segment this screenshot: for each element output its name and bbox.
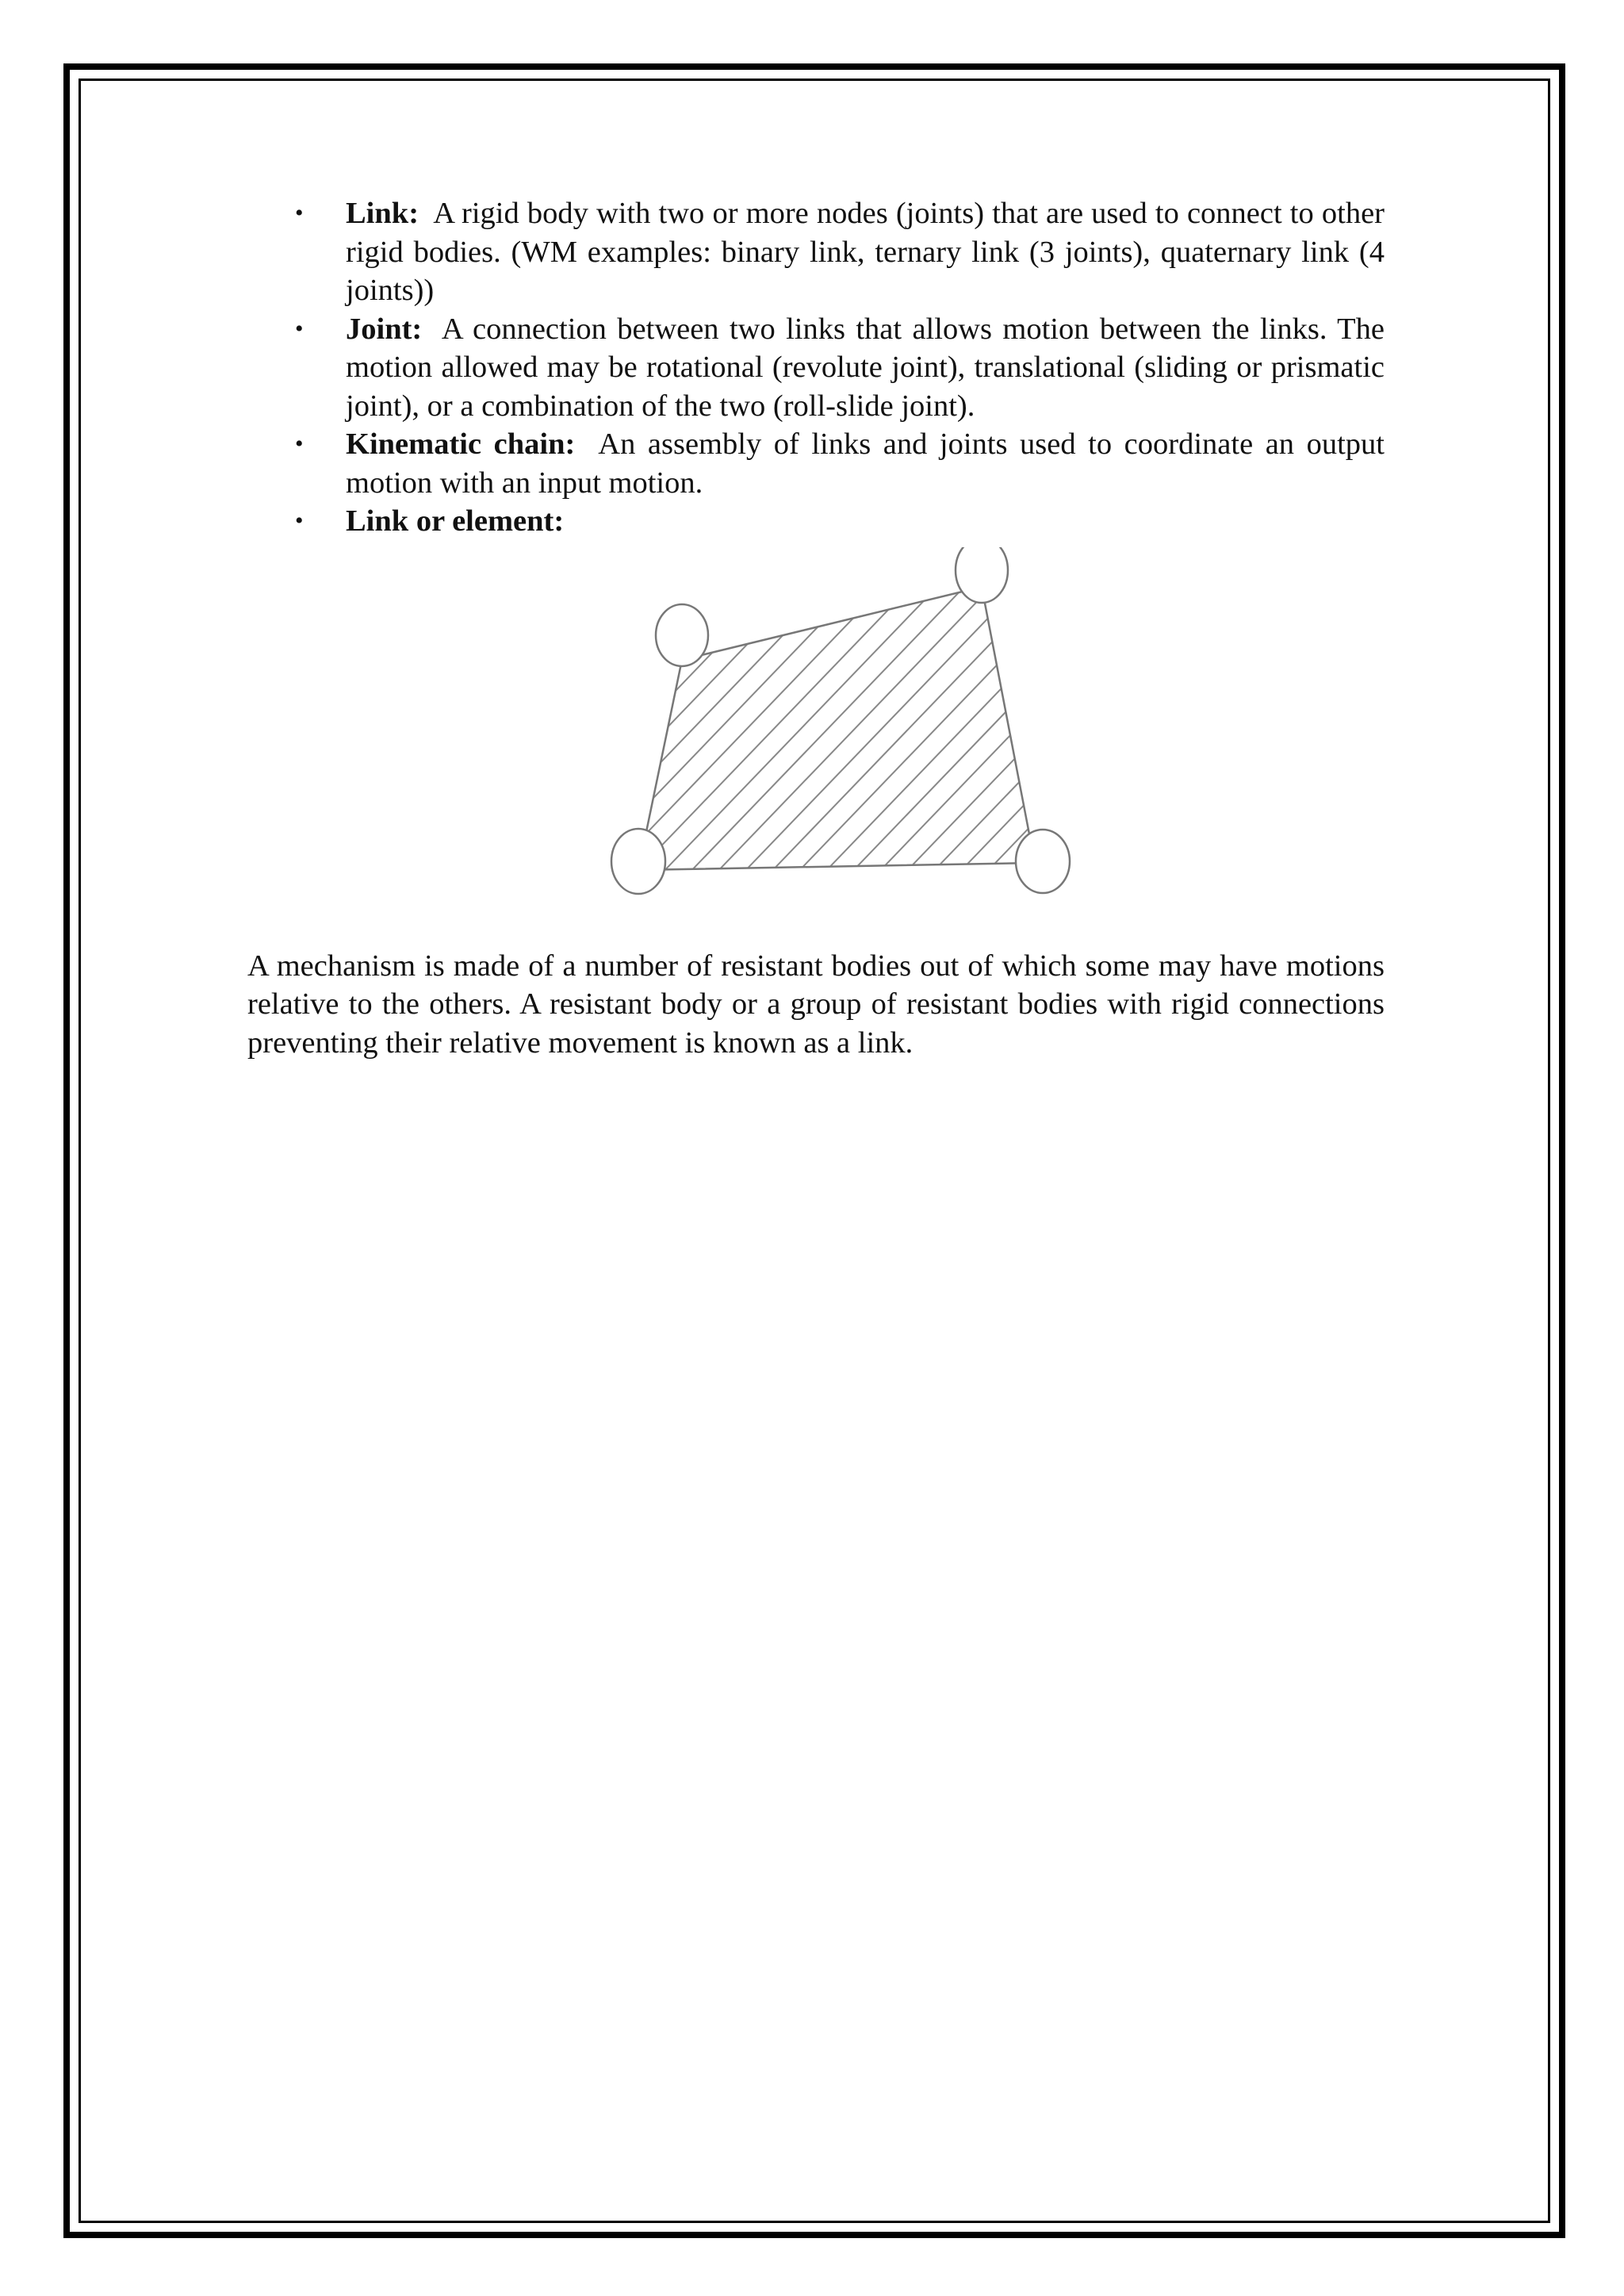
definition-term: Kinematic chain:: [346, 427, 576, 461]
hatch-line: [875, 547, 1272, 947]
joint-circle: [611, 829, 665, 894]
hatch-line: [247, 547, 625, 947]
joints: [611, 547, 1070, 894]
list-item: [247, 425, 1385, 502]
page-content: [247, 194, 1385, 1062]
list-item: [247, 194, 1385, 310]
list-item: [247, 502, 1385, 541]
definition-term: Link:: [346, 197, 419, 230]
definition-term: Link or element:: [346, 504, 565, 538]
hatch-line: [247, 547, 463, 947]
hatch-line: [247, 547, 598, 947]
definition-text: An assembly of links and joints used to coordinate an output motion with an input motion.: [346, 427, 1385, 500]
hatch-line: [525, 547, 921, 947]
hatch-line: [1010, 547, 1385, 947]
link-figure: [247, 547, 1385, 947]
joint-circle: [656, 604, 708, 666]
quaternary-link-diagram: [247, 547, 1385, 947]
hatch-line: [247, 547, 274, 947]
body-paragraph: A mechanism is made of a number of resistant bodies out of which some may have motions relative to the others. A resistant body or a group of resistant bodies with rigid connections preventing their relative movement is known as a link.: [247, 949, 1385, 1060]
hatch-line: [1037, 547, 1385, 947]
definition-term: Joint:: [346, 312, 423, 346]
joint-circle: [1016, 830, 1070, 893]
hatch-line: [660, 547, 1056, 947]
bullet-icon: •: [295, 200, 304, 226]
hatch-line: [552, 547, 948, 947]
hatch-line: [247, 547, 517, 947]
definition-text: A connection between two links that allows motion between the links. The motion allowed may be rotational (revolute joint), translational (sliding or prismatic joint), or a combination of the two (roll-slide joint).: [346, 312, 1385, 423]
bullet-icon: •: [295, 431, 304, 457]
hatch-line: [247, 547, 409, 947]
hatch-line: [247, 547, 544, 947]
hatch-line: [822, 547, 1218, 947]
hatch-line: [1064, 547, 1385, 947]
hatch-line: [795, 547, 1191, 947]
hatch-pattern: [247, 547, 1385, 947]
hatch-line: [390, 547, 787, 947]
hatch-line: [606, 547, 1002, 947]
hatch-line: [247, 547, 382, 947]
hatch-line: [282, 547, 679, 947]
hatch-line: [247, 547, 301, 947]
hatch-line: [247, 547, 355, 947]
hatch-line: [247, 547, 571, 947]
definition-list: [247, 194, 1385, 541]
hatch-line: [247, 547, 436, 947]
hatch-line: [498, 547, 894, 947]
hatch-line: [902, 547, 1299, 947]
hatch-line: [363, 547, 760, 947]
bullet-icon: •: [295, 315, 304, 342]
hatch-line: [247, 547, 328, 947]
hatch-line: [1118, 547, 1385, 947]
list-item: [247, 310, 1385, 426]
hatch-line: [956, 547, 1353, 947]
hatch-line: [1091, 547, 1385, 947]
definition-text: A rigid body with two or more nodes (joints) that are used to connect to other rigid bodies. (WM examples: binary link, ternary link (3 joints), quaternary link (4 joints)): [346, 197, 1385, 307]
hatch-line: [741, 547, 1137, 947]
hatch-line: [247, 547, 490, 947]
hatch-line: [255, 547, 652, 947]
bullet-icon: •: [295, 508, 304, 534]
hatch-line: [929, 547, 1326, 947]
hatch-line: [687, 547, 1083, 947]
hatch-line: [768, 547, 1164, 947]
joint-circle: [956, 547, 1008, 603]
hatch-line: [417, 547, 814, 947]
